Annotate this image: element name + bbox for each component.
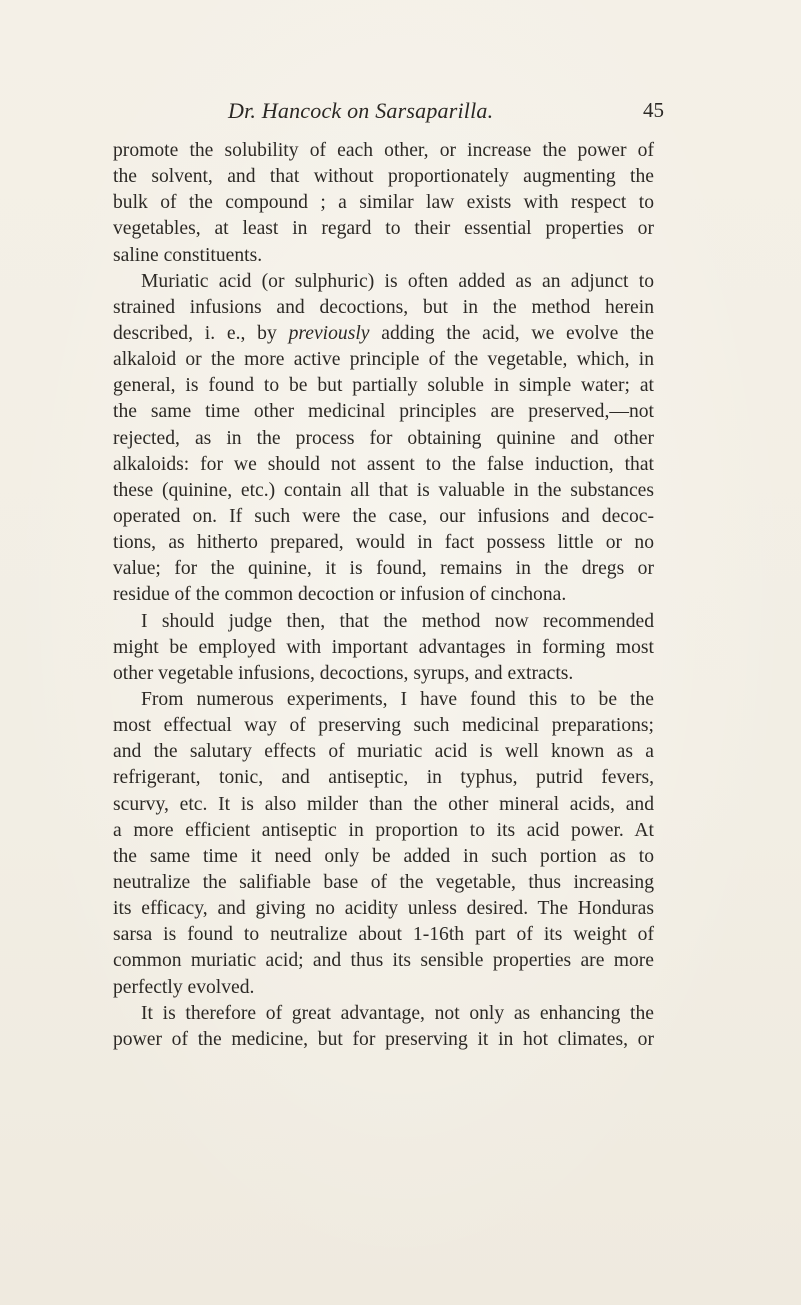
running-title: Dr. Hancock on Sarsaparilla. <box>228 98 494 123</box>
text-line: might be employed with important advantages in forming most <box>113 636 654 658</box>
page-number: 45 <box>643 98 664 122</box>
text-line-with-emphasis <box>113 321 654 347</box>
text-line: neutralize the salifiable base of the vegetable, thus increasing <box>113 871 654 893</box>
text-line: other vegetable infusions, decoctions, syrups, and extracts. <box>113 662 574 684</box>
text-line: scurvy, etc. It is also milder than the other mineral acids, and <box>113 793 654 815</box>
text-line: vegetables, at least in regard to their essential properties or <box>113 218 654 240</box>
text-line: saline constituents. <box>113 244 263 266</box>
text-line: sarsa is found to neutralize about 1-16th part of its weight of <box>113 924 654 946</box>
text-line: alkaloid or the more active principle of the vegetable, which, in <box>113 349 654 371</box>
text-line: value; for the quinine, it is found, remains in the dregs or <box>113 558 654 580</box>
text-line: operated on. If such were the case, our infusions and decoc- <box>113 505 654 527</box>
text-line: perfectly evolved. <box>113 976 255 998</box>
text-line: refrigerant, tonic, and antiseptic, in typhus, putrid fevers, <box>113 767 654 789</box>
text-line: tions, as hitherto prepared, would in fact possess little or no <box>113 532 654 554</box>
text-line: strained infusions and decoctions, but in the method herein <box>113 296 654 318</box>
body-text <box>113 138 654 1053</box>
text-fragment: adding the acid, we evolve the <box>369 322 655 344</box>
text-line: residue of the common decoction or infusion of cinchona. <box>113 584 567 606</box>
text-line: the same time other medicinal principles are preserved,—not <box>113 401 654 423</box>
text-line: rejected, as in the process for obtaining quinine and other <box>113 427 654 449</box>
text-line: It is therefore of great advantage, not only as enhancing the <box>141 1002 654 1024</box>
text-line: common muriatic acid; and thus its sensible properties are more <box>113 950 654 972</box>
text-line: the same time it need only be added in such portion as to <box>113 845 654 867</box>
text-line: a more efficient antiseptic in proportion to its acid power. At <box>113 819 654 841</box>
text-fragment: described, i. e., by <box>113 322 289 344</box>
text-line: Muriatic acid (or sulphuric) is often added as an adjunct to <box>141 270 654 292</box>
text-line: these (quinine, etc.) contain all that is valuable in the substances <box>113 479 654 501</box>
text-line: its efficacy, and giving no acidity unless desired. The Honduras <box>113 898 654 920</box>
text-line: promote the solubility of each other, or increase the power of <box>113 140 654 161</box>
emphasized-word: previously <box>288 322 370 344</box>
running-head <box>0 98 801 126</box>
text-line: power of the medicine, but for preserving it in hot climates, or <box>113 1028 654 1050</box>
text-line: general, is found to be but partially soluble in simple water; at <box>113 375 654 397</box>
text-line: alkaloids: for we should not assent to the false induction, that <box>113 453 654 475</box>
text-line: From numerous experiments, I have found this to be the <box>141 688 654 710</box>
text-line: the solvent, and that without proportionately augmenting the <box>113 166 654 188</box>
text-line: and the salutary effects of muriatic acid is well known as a <box>113 741 654 763</box>
text-line: most effectual way of preserving such medicinal preparations; <box>113 715 654 737</box>
text-line: I should judge then, that the method now recommended <box>141 610 654 632</box>
text-line: bulk of the compound ; a similar law exists with respect to <box>113 192 654 214</box>
